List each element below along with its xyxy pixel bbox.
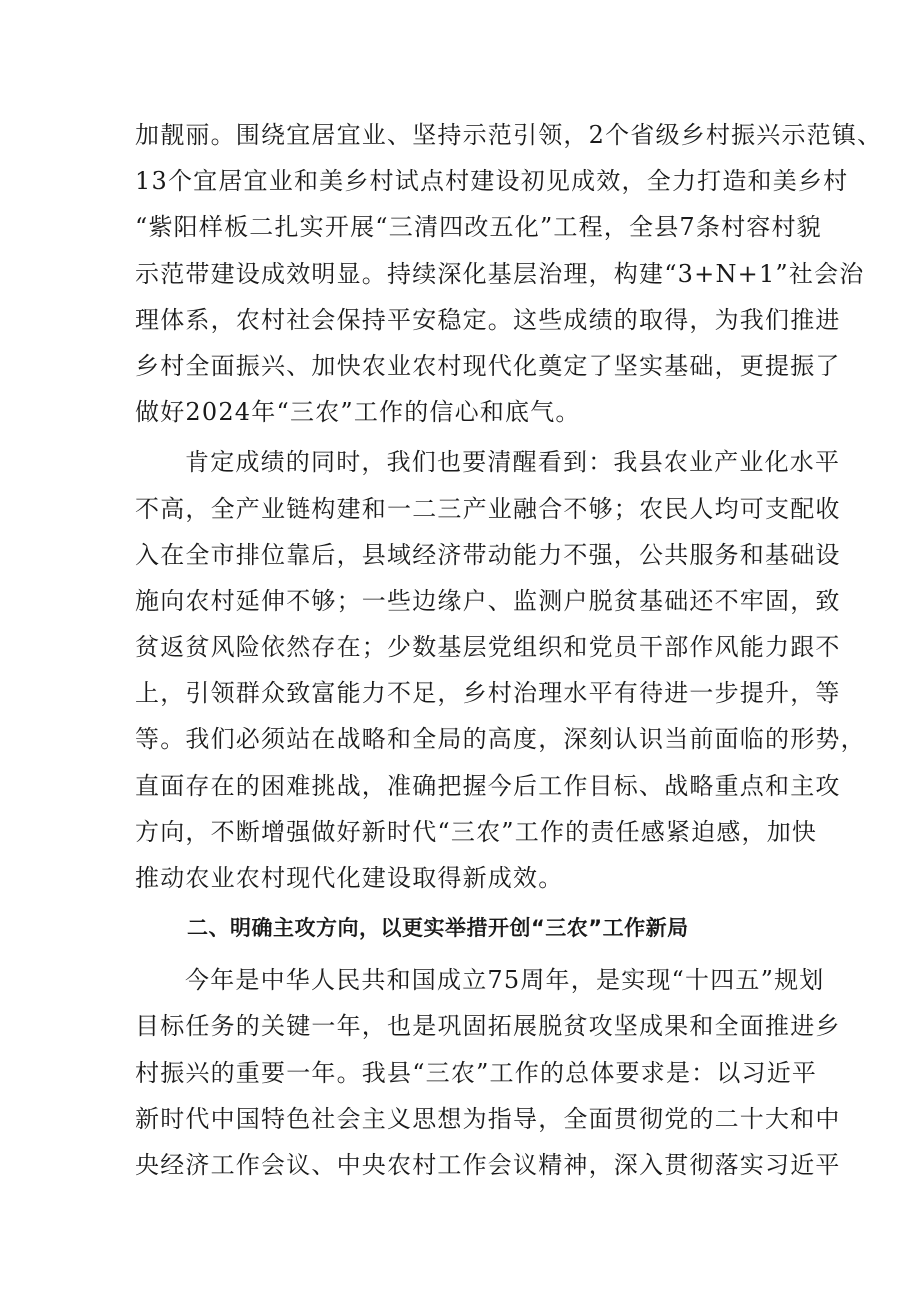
- text-line: 理体系，农村社会保持平安稳定。这些成绩的取得，为我们推进: [135, 305, 841, 334]
- text-line: 目标任务的关键一年，也是巩固拓展脱贫攻坚成果和全面推进乡: [135, 1012, 841, 1041]
- section-heading: 二、明确主攻方向，以更实举措开创“三农”工作新局: [187, 916, 689, 941]
- text-line: “紫阳样板二扎实开展“三清四改五化”工程，全县7条村容村貌: [135, 213, 822, 242]
- text-line: 贫返贫风险依然存在；少数基层党组织和党员干部作风能力跟不: [135, 633, 841, 662]
- text-line: 今年是中华人民共和国成立75周年，是实现“十四五”规划: [185, 966, 825, 995]
- text-line: 直面存在的困难挑战，准确把握今后工作目标、战略重点和主攻: [135, 771, 841, 800]
- text-line: 推动农业农村现代化建设取得新成效。: [135, 864, 564, 892]
- text-line: 肯定成绩的同时，我们也要清醒看到：我县农业产业化水平: [185, 448, 841, 477]
- text-line: 做好2024年“三农”工作的信心和底气。: [135, 398, 581, 427]
- text-line: 方向，不断增强做好新时代“三农”工作的责任感紧迫感，加快: [135, 817, 818, 846]
- text-line: 上，引领群众致富能力不足，乡村治理水平有待进一步提升，等: [135, 679, 841, 708]
- paragraph-achievements: [135, 112, 883, 435]
- document-body: [135, 112, 883, 1188]
- paragraph-challenges: [135, 439, 866, 901]
- text-line: 加靓丽。围绕宜居宜业、坚持示范引领，2个省级乡村振兴示范镇、: [135, 121, 883, 149]
- text-line: 施向农村延伸不够；一些边缘户、监测户脱贫基础还不牢固，致: [135, 586, 841, 615]
- text-line: 村振兴的重要一年。我县“三农”工作的总体要求是：以习近平: [135, 1058, 818, 1087]
- text-line: 13个宜居宜业和美乡村试点村建设初见成效，全力打造和美乡村: [135, 167, 849, 196]
- text-line: 央经济工作会议、中央农村工作会议精神，深入贯彻落实习近平: [135, 1150, 841, 1179]
- text-line: 等。我们必须站在战略和全局的高度，深刻认识当前面临的形势，: [135, 725, 866, 754]
- text-line: 乡村全面振兴、加快农业农村现代化奠定了坚实基础，更提振了: [135, 351, 841, 380]
- paragraph-general-requirements: [135, 957, 841, 1188]
- text-line: 示范带建设成效明显。持续深化基层治理，构建“3+N+1”社会治: [135, 259, 865, 288]
- text-line: 不高，全产业链构建和一二三产业融合不够；农民人均可支配收: [135, 494, 841, 523]
- text-line: 新时代中国特色社会主义思想为指导，全面贯彻党的二十大和中: [135, 1104, 841, 1133]
- text-line: 入在全市排位靠后，县域经济带动能力不强，公共服务和基础设: [135, 540, 841, 569]
